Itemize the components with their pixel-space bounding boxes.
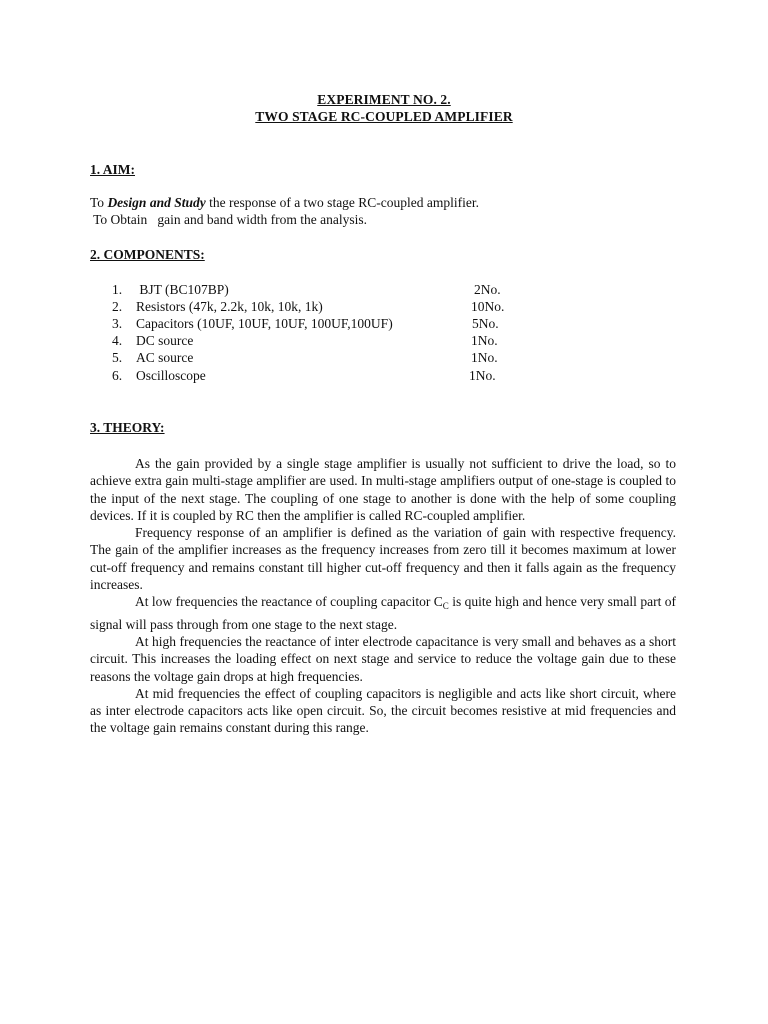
component-row bbox=[112, 350, 532, 367]
aim-line-2: To Obtain gain and band width from the analysis. bbox=[90, 212, 368, 227]
aim-line-1 bbox=[90, 195, 479, 211]
experiment-title: TWO STAGE RC-COUPLED AMPLIFIER bbox=[255, 109, 513, 124]
theory-paragraph-text: is quite high and hence very small part of signal will pass through from one stage to the next stage. bbox=[90, 594, 676, 632]
component-number: 4. bbox=[112, 333, 123, 348]
component-quantity: 1No. bbox=[471, 350, 498, 365]
component-number: 6. bbox=[112, 368, 123, 383]
theory-heading: 3. THEORY: bbox=[90, 420, 165, 435]
theory-paragraph: At mid frequencies the effect of coupling capacitors is negligible and acts like short circuit, where as inter electrode capacitors acts like open circuit. So, the circuit becomes resistive at mid frequencies and the voltage gain remains constant during this range. bbox=[90, 685, 676, 736]
components-heading: 2. COMPONENTS: bbox=[90, 247, 205, 262]
component-quantity: 10No. bbox=[471, 299, 505, 314]
component-name: Capacitors (10UF, 10UF, 10UF, 100UF,100UF) bbox=[136, 316, 393, 331]
aim-emphasis: Design and Study bbox=[107, 195, 206, 210]
component-number: 2. bbox=[112, 299, 123, 314]
aim-heading: 1. AIM: bbox=[90, 162, 135, 177]
component-row bbox=[112, 299, 532, 316]
theory-body bbox=[90, 455, 676, 737]
component-row bbox=[112, 316, 532, 333]
theory-paragraph: At high frequencies the reactance of inter electrode capacitance is very small and behaves as a short circuit. This increases the loading effect on next stage and service to reduce the voltage gain due to these reasons the voltage gain drops at high frequencies. bbox=[90, 633, 676, 684]
component-name: BJT (BC107BP) bbox=[136, 282, 229, 297]
component-row bbox=[112, 368, 532, 385]
component-quantity: 1No. bbox=[469, 368, 496, 383]
experiment-number-title: EXPERIMENT NO. 2. bbox=[317, 92, 451, 107]
component-number: 1. bbox=[112, 282, 123, 297]
aim-line-1-prefix: To bbox=[90, 195, 108, 210]
theory-paragraph: Frequency response of an amplifier is defined as the variation of gain with respective frequency. The gain of the amplifier increases as the frequency increases from zero till it becomes maximum at lower cut-off frequency and remains constant till higher cut-off frequency and then it falls again as the frequency increases. bbox=[90, 525, 676, 593]
component-number: 5. bbox=[112, 350, 123, 365]
capacitor-subscript: C bbox=[442, 601, 449, 612]
component-name: DC source bbox=[136, 333, 194, 348]
component-name: AC source bbox=[136, 350, 194, 365]
component-name: Resistors (47k, 2.2k, 10k, 10k, 1k) bbox=[136, 299, 323, 314]
theory-paragraph bbox=[90, 593, 676, 633]
component-row bbox=[112, 282, 532, 299]
component-quantity: 2No. bbox=[474, 282, 501, 297]
aim-line-1-suffix: the response of a two stage RC-coupled amplifier. bbox=[205, 195, 480, 210]
component-row bbox=[112, 333, 532, 350]
component-quantity: 5No. bbox=[472, 316, 499, 331]
theory-paragraph: As the gain provided by a single stage amplifier is usually not sufficient to drive the load, so to achieve extra gain multi-stage amplifier are used. In multi-stage amplifiers output of one-stage is coupled to the input of the next stage. The coupling of one stage to another is done with the help of some coupling devices. If it is coupled by RC then the amplifier is called RC-coupled amplifier. bbox=[90, 456, 676, 523]
theory-paragraph-text: At low frequencies the reactance of coupling capacitor C bbox=[135, 594, 443, 610]
component-number: 3. bbox=[112, 316, 123, 331]
component-quantity: 1No. bbox=[471, 333, 498, 348]
component-name: Oscilloscope bbox=[136, 368, 206, 383]
